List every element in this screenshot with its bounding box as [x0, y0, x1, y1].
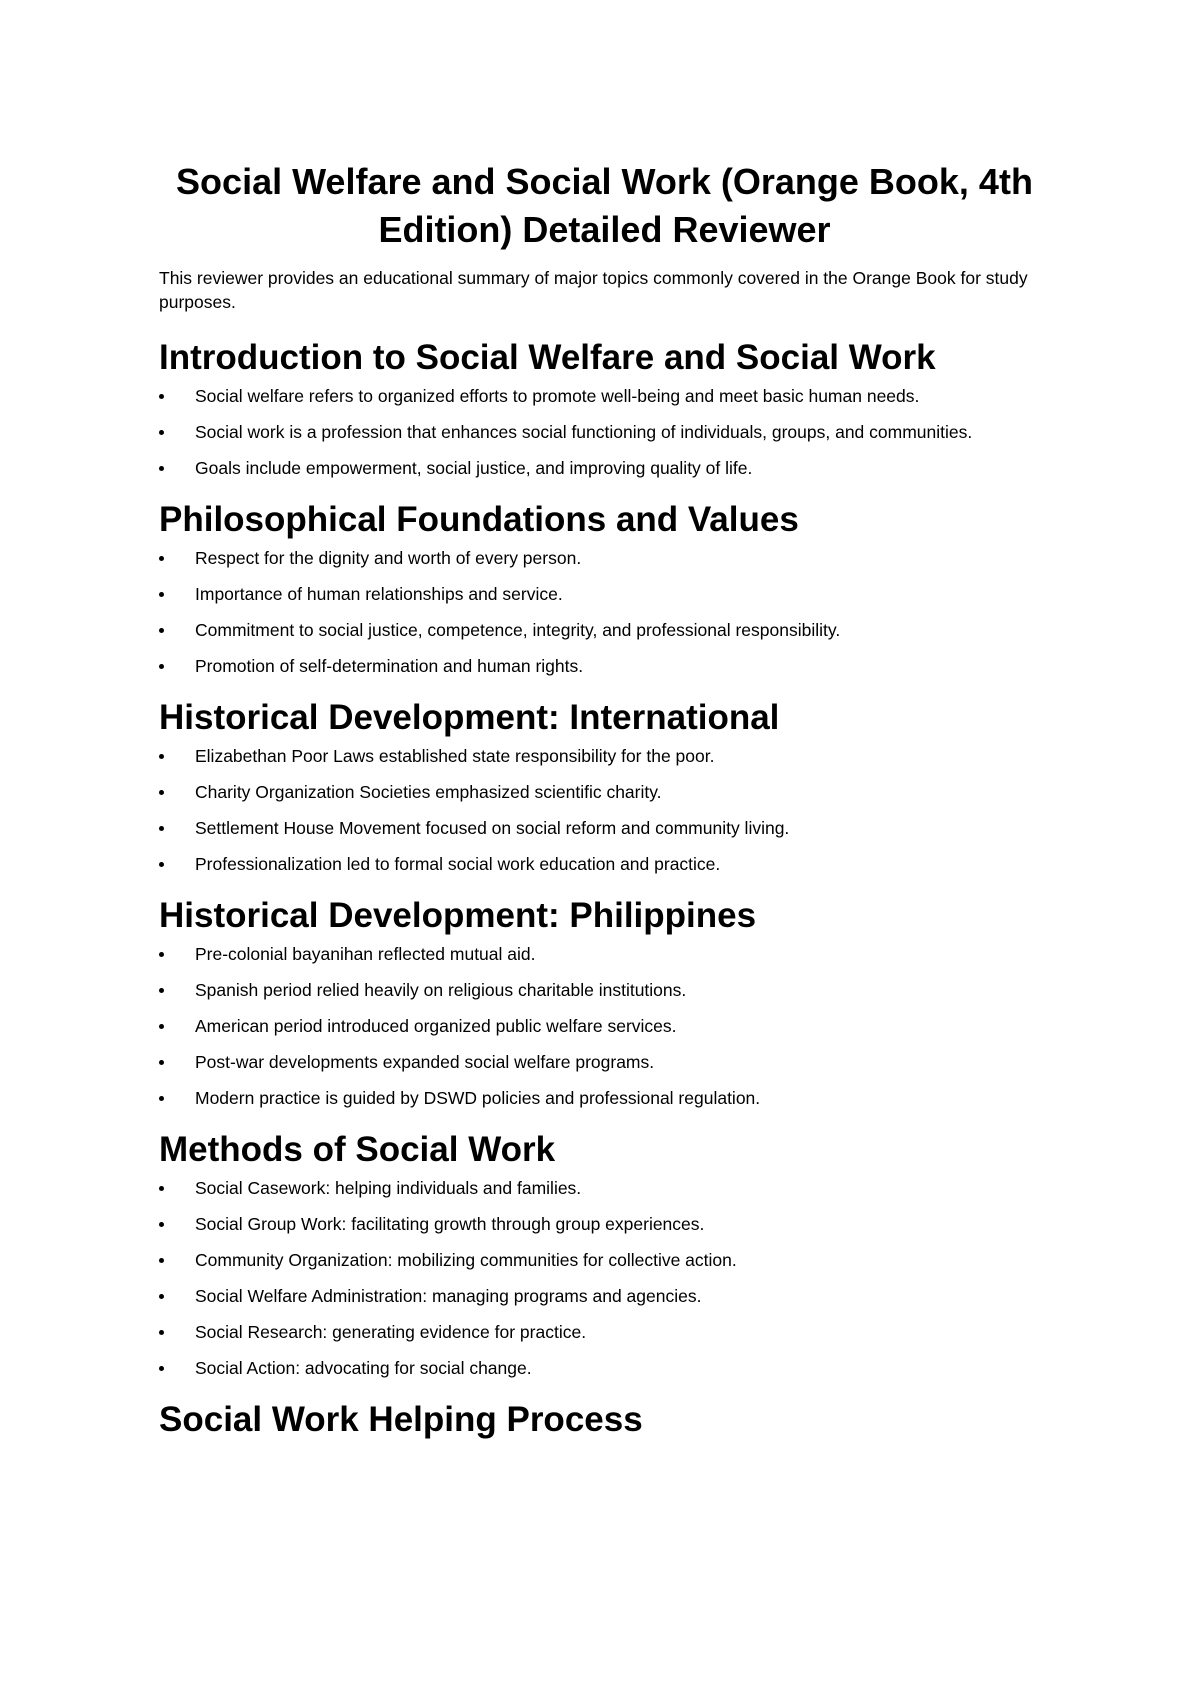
- list-item: [159, 852, 1050, 876]
- bullet-icon: [159, 1024, 164, 1029]
- section-heading: Methods of Social Work: [159, 1130, 556, 1169]
- section-philosophical-foundations-and-values: [159, 498, 1050, 678]
- list-item: [159, 384, 1050, 408]
- list-item: [159, 456, 1050, 480]
- section-heading: Historical Development: Philippines: [159, 896, 757, 935]
- list-item-text: Commitment to social justice, competence, integrity, and professional responsibility.: [195, 620, 841, 640]
- bullet-icon: [159, 826, 164, 831]
- section-heading: Philosophical Foundations and Values: [159, 500, 799, 539]
- section-social-work-helping-process: [159, 1398, 1050, 1442]
- list-item-text: Social work is a profession that enhances social functioning of individuals, groups, and communities.: [195, 422, 973, 442]
- list-item-text: Social Welfare Administration: managing programs and agencies.: [195, 1286, 702, 1306]
- list-item-text: Social Casework: helping individuals and families.: [195, 1178, 582, 1198]
- section-heading: Introduction to Social Welfare and Social Work: [159, 338, 936, 377]
- bullet-icon: [159, 1060, 164, 1065]
- section-heading: Historical Development: International: [159, 698, 780, 737]
- list-item-text: Promotion of self-determination and human rights.: [195, 656, 584, 676]
- list-item-text: Community Organization: mobilizing communities for collective action.: [195, 1250, 737, 1270]
- list-item: [159, 1320, 1050, 1344]
- bullet-icon: [159, 394, 164, 399]
- bullet-icon: [159, 592, 164, 597]
- list-item-text: Respect for the dignity and worth of every person.: [195, 548, 582, 568]
- list-item-text: Social Research: generating evidence for practice.: [195, 1322, 587, 1342]
- bullet-icon: [159, 1294, 164, 1299]
- bullet-icon: [159, 862, 164, 867]
- bullet-icon: [159, 1366, 164, 1371]
- list-item-text: Settlement House Movement focused on social reform and community living.: [195, 818, 790, 838]
- list-item-text: Elizabethan Poor Laws established state responsibility for the poor.: [195, 746, 715, 766]
- section-historical-development-philippines: [159, 894, 1050, 1110]
- bullet-icon: [159, 754, 164, 759]
- section-introduction-to-social-welfare-and-social-work: [159, 336, 1050, 480]
- list-item: [159, 978, 1050, 1002]
- bullet-icon: [159, 1222, 164, 1227]
- list-item-text: Social welfare refers to organized efforts to promote well-being and meet basic human needs.: [195, 386, 920, 406]
- section-historical-development-international: [159, 696, 1050, 876]
- list-item: [159, 1086, 1050, 1110]
- list-item-text: Charity Organization Societies emphasized scientific charity.: [195, 782, 662, 802]
- bullet-icon: [159, 1258, 164, 1263]
- bullet-icon: [159, 790, 164, 795]
- list-item: [159, 816, 1050, 840]
- list-item: [159, 1248, 1050, 1272]
- section-methods-of-social-work: [159, 1128, 1050, 1380]
- list-item-text: Post-war developments expanded social welfare programs.: [195, 1052, 655, 1072]
- bullet-icon: [159, 988, 164, 993]
- document-intro: This reviewer provides an educational summary of major topics commonly covered in the Orange Book for study purposes.: [159, 268, 1028, 312]
- list-item: [159, 1356, 1050, 1380]
- bullet-icon: [159, 1186, 164, 1191]
- bullet-list: [159, 1176, 1050, 1380]
- list-item-text: Pre-colonial bayanihan reflected mutual aid.: [195, 944, 536, 964]
- section-heading: Social Work Helping Process: [159, 1400, 643, 1439]
- bullet-icon: [159, 556, 164, 561]
- list-item: [159, 582, 1050, 606]
- list-item-text: Social Group Work: facilitating growth through group experiences.: [195, 1214, 705, 1234]
- list-item: [159, 744, 1050, 768]
- bullet-icon: [159, 664, 164, 669]
- bullet-list: [159, 384, 1050, 480]
- list-item-text: American period introduced organized public welfare services.: [195, 1016, 677, 1036]
- list-item: [159, 1284, 1050, 1308]
- bullet-list: [159, 546, 1050, 678]
- list-item-text: Goals include empowerment, social justice, and improving quality of life.: [195, 458, 753, 478]
- list-item: [159, 942, 1050, 966]
- list-item: [159, 546, 1050, 570]
- list-item: [159, 1050, 1050, 1074]
- list-item: [159, 654, 1050, 678]
- list-item-text: Modern practice is guided by DSWD policies and professional regulation.: [195, 1088, 761, 1108]
- bullet-icon: [159, 1096, 164, 1101]
- bullet-icon: [159, 952, 164, 957]
- document-sections: [159, 336, 1050, 1442]
- list-item: [159, 780, 1050, 804]
- list-item-text: Social Action: advocating for social change.: [195, 1358, 532, 1378]
- list-item: [159, 618, 1050, 642]
- list-item-text: Spanish period relied heavily on religious charitable institutions.: [195, 980, 687, 1000]
- bullet-icon: [159, 628, 164, 633]
- list-item-text: Professionalization led to formal social work education and practice.: [195, 854, 721, 874]
- list-item: [159, 1014, 1050, 1038]
- list-item: [159, 1212, 1050, 1236]
- bullet-icon: [159, 1330, 164, 1335]
- bullet-list: [159, 744, 1050, 876]
- document-title: Social Welfare and Social Work (Orange Book, 4th Edition) Detailed Reviewer: [176, 161, 1033, 250]
- list-item: [159, 420, 1050, 444]
- list-item-text: Importance of human relationships and service.: [195, 584, 563, 604]
- list-item: [159, 1176, 1050, 1200]
- bullet-icon: [159, 430, 164, 435]
- bullet-icon: [159, 466, 164, 471]
- bullet-list: [159, 942, 1050, 1110]
